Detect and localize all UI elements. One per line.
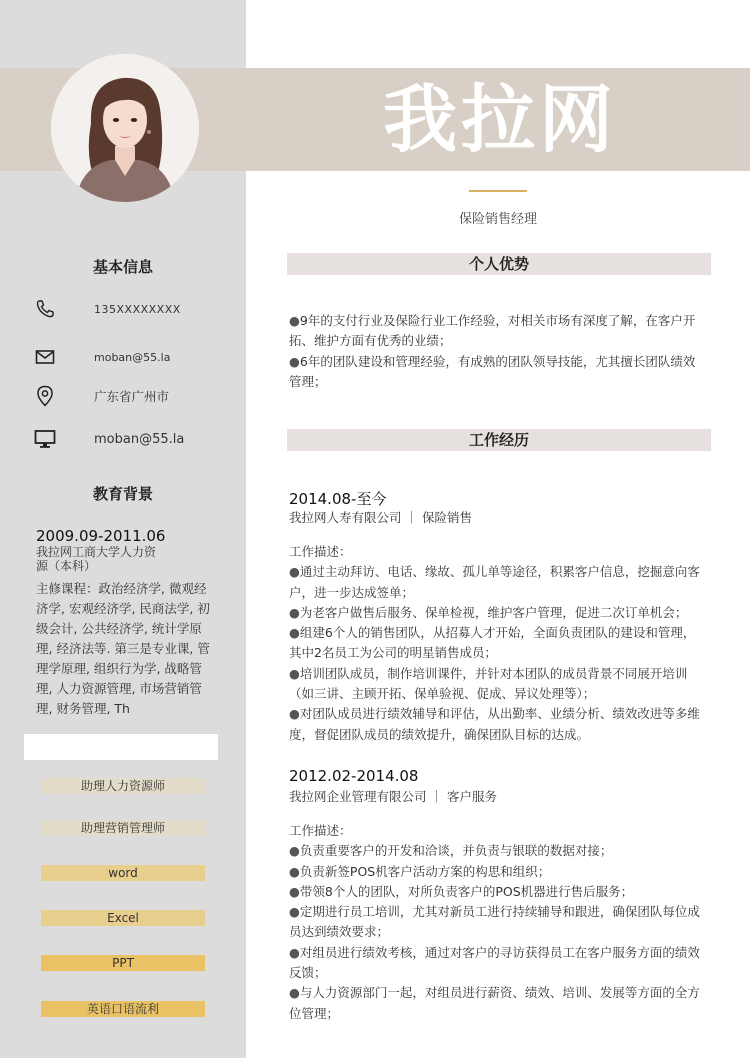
bullet-icon: ●: [289, 904, 300, 920]
skill-tag: 助理营销管理师: [41, 820, 205, 836]
contact-website-row: [34, 427, 185, 451]
duty-text: 与人力资源部门一起，对组员进行薪资、绩效、培训、发展等方面的全方位管理；: [289, 985, 700, 1021]
duty-text: 带领8个人的团队，对所负责客户的POS机器进行售后服务；: [299, 883, 634, 899]
duty-text: 定期进行员工培训，尤其对新员工进行持续辅导和跟进，确保团队每位成员达到绩效要求；: [289, 904, 700, 940]
bullet-icon: ●: [289, 313, 300, 328]
bullet-icon: ●: [289, 883, 300, 899]
monitor-icon: [34, 428, 56, 450]
experience-heading: 工作经历: [287, 429, 711, 451]
skill-tag: 英语口语流利: [41, 1001, 205, 1017]
bullet-icon: ●: [289, 843, 300, 859]
bullet-icon: ●: [289, 863, 300, 879]
advantage-item: [289, 311, 707, 352]
education-heading: 教育背景: [92, 485, 153, 503]
job-title: 保险销售经理: [458, 212, 537, 227]
portrait-photo: [51, 54, 199, 202]
advantage-text: 6年的团队建设和管理经验，有成熟的团队领导技能，尤其擅长团队绩效管理；: [289, 353, 696, 389]
education-courses: 主修课程：政治经济学, 微观经济学, 宏观经济学, 民商法学, 初级会计, 公共经济学, 统计学原理, 经济法等. 第三是专业课, 管理学原理, 组织行为学, 战略管理, 人力资源管理, 市场营销管理, 财务管理, Th: [36, 581, 210, 716]
duty-item: [289, 882, 707, 902]
duty-text: 对组员进行绩效考核，通过对客户的寻访获得员工在客户服务方面的绩效反馈；: [289, 944, 700, 981]
duty-item: [289, 902, 707, 943]
duty-text: 负责重要客户的开发和洽谈，并负责与银联的数据对接；: [299, 843, 613, 859]
duty-item: [289, 664, 707, 705]
bullet-icon: ●: [289, 665, 300, 681]
advantages-heading: 个人优势: [287, 253, 711, 275]
contact-location: 广东省广州市: [94, 389, 170, 404]
education-school: 我拉网工商大学人力资源（本科）: [36, 545, 157, 573]
contact-location-row: [34, 384, 170, 408]
duty-item: [289, 562, 707, 603]
bullet-icon: ●: [289, 564, 300, 580]
advantages-list: [289, 311, 707, 392]
duty-item: [289, 862, 707, 882]
description-label: 工作描述：: [289, 544, 352, 559]
bullet-icon: ●: [289, 985, 300, 1001]
contact-phone: 135XXXXXXXX: [94, 302, 181, 316]
job-2-date: 2012.02-2014.08: [289, 767, 419, 785]
skill-tag: Excel: [41, 910, 205, 926]
bullet-icon: ●: [289, 706, 300, 722]
description-label: 工作描述：: [289, 823, 352, 838]
blank-box: [24, 734, 218, 760]
duty-item: [289, 623, 707, 664]
divider: [469, 190, 527, 192]
duty-text: 为老客户做售后服务、保单检视，维护客户管理，促进二次订单机会；: [299, 604, 688, 620]
duty-item: [289, 704, 707, 745]
skill-tag: word: [41, 865, 205, 881]
brand-title: 我拉网: [383, 77, 617, 163]
avatar: [51, 54, 199, 202]
duty-item: [289, 983, 707, 1024]
mail-icon: [34, 346, 56, 368]
contact-email-row: [34, 345, 171, 369]
duty-text: 通过主动拜访、电话、缘故、孤儿单等途径，积累客户信息，挖掘意向客户，进一步达成签单；: [289, 564, 700, 600]
duty-text: 组建6个人的销售团队，从招募人才开始，全面负责团队的建设和管理，其中2名员工为公司的明星销售成员；: [289, 625, 696, 661]
contact-email: moban@55.la: [94, 350, 171, 364]
job-1-date: 2014.08-至今: [289, 490, 387, 508]
skill-tag: PPT: [41, 955, 205, 971]
contact-website: moban@55.la: [94, 431, 185, 447]
duty-item: [289, 603, 707, 623]
advantage-text: 9年的支付行业及保险行业工作经验，对相关市场有深度了解，在客户开拓、维护方面有优秀的业绩；: [289, 313, 696, 349]
duty-text: 对团队成员进行绩效辅导和评估，从出勤率、业绩分析、绩效改进等多维度，督促团队成员的绩效提升，确保团队目标的达成。: [289, 706, 700, 742]
job-1-description: [289, 542, 707, 745]
education-date: 2009.09-2011.06: [36, 527, 166, 545]
bullet-icon: ●: [289, 604, 300, 620]
location-pin-icon: [34, 385, 56, 407]
job-2-description: [289, 821, 707, 1024]
job-1-org: 我拉网人寿有限公司 ｜ 保险销售: [289, 510, 472, 525]
phone-icon: [34, 298, 56, 320]
job-2-org: 我拉网企业管理有限公司 ｜ 客户服务: [289, 789, 497, 804]
skill-tag: 助理人力资源师: [41, 778, 205, 794]
basic-info-heading: 基本信息: [92, 258, 153, 276]
duty-text: 负责新签POS机客户活动方案的构思和组织；: [299, 863, 551, 879]
duty-item: [289, 943, 707, 984]
duty-item: [289, 841, 707, 861]
contact-phone-row: [34, 297, 181, 321]
bullet-icon: ●: [289, 944, 300, 960]
bullet-icon: ●: [289, 625, 300, 641]
advantage-item: [289, 352, 707, 393]
bullet-icon: ●: [289, 353, 300, 369]
duty-text: 培训团队成员，制作培训课件，并针对本团队的成员背景不同展开培训（如三讲、主顾开拓、保单验视、促成、异议处理等）；: [289, 665, 688, 702]
